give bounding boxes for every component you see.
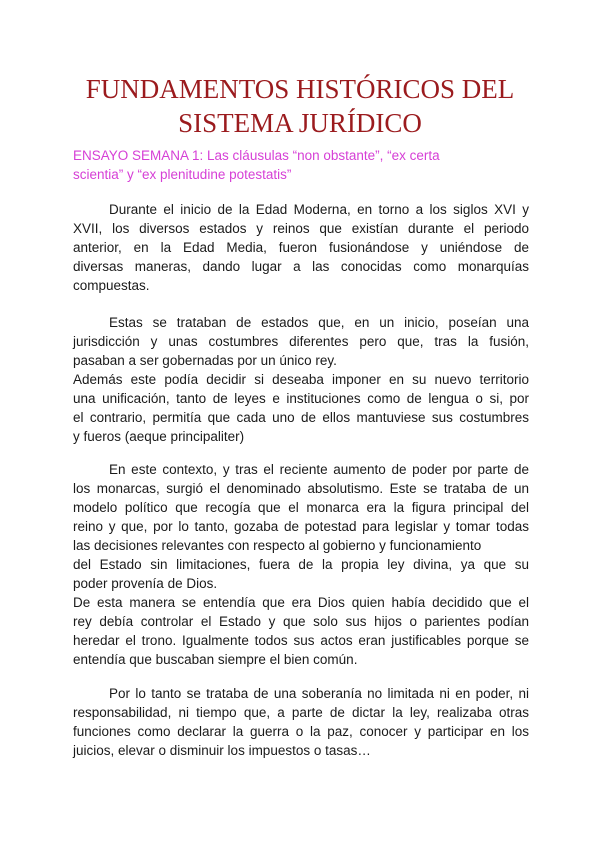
paragraph-line: pasaban a ser gobernadas por un único rey. [73, 353, 337, 368]
paragraph-line: el contrario, permitía que cada uno de ellos mantuviese sus costumbres [73, 410, 529, 425]
paragraph-line: Durante el inicio de la Edad Moderna, en torno a los siglos XVI y [109, 202, 529, 217]
paragraph-line: del Estado sin limitaciones, fuera de la propia ley divina, ya que su [73, 557, 529, 572]
essay-subtitle [73, 146, 543, 184]
paragraph-line: Estas se trataban de estados que, en un inicio, poseían una [109, 315, 529, 330]
document-title-line-1: FUNDAMENTOS HISTÓRICOS DEL [85, 74, 515, 104]
paragraph-line: De esta manera se entendía que era Dios quien había decidido que el [73, 595, 529, 610]
paragraph-line: modelo político que recogía que el monarca era la figura principal del [73, 500, 529, 515]
paragraph-line: reino y que, por lo tanto, gozaba de potestad para legislar y tomar todas [73, 519, 529, 534]
paragraph-line: XVII, los diversos estados y reinos que existían durante el periodo [73, 221, 529, 236]
essay-subtitle-line-2: scientia” y “ex plenitudine potestatis” [73, 167, 292, 182]
paragraph-7 [73, 684, 529, 760]
paragraph-line: Por lo tanto se trataba de una soberanía no limitada ni en poder, ni [109, 686, 529, 701]
paragraph-line: En este contexto, y tras el reciente aumento de poder por parte de [109, 462, 529, 477]
paragraph-3 [73, 370, 529, 446]
paragraph-1 [73, 200, 529, 295]
paragraph-line: juicios, elevar o disminuir los impuestos o tasas… [73, 743, 371, 758]
paragraph-line: funciones como declarar la guerra o la paz, conocer y participar en los [73, 724, 529, 739]
paragraph-2 [73, 313, 529, 370]
document-title-line-2: SISTEMA JURÍDICO [178, 108, 422, 138]
paragraph-line: y fueros (aeque principaliter) [73, 429, 245, 444]
paragraph-line: entendía que buscaban siempre el bien común. [73, 652, 358, 667]
paragraph-line: rey debía controlar el Estado y que solo sus hijos o parientes podían [73, 614, 529, 629]
paragraph-line: Además este podía decidir si deseaba imponer en su nuevo territorio [73, 372, 529, 387]
paragraph-line: los monarcas, surgió el denominado absolutismo. Este se trataba de un [73, 481, 529, 496]
paragraph-6 [73, 593, 529, 669]
paragraph-line: poder provenía de Dios. [73, 576, 218, 591]
paragraph-line: las decisiones relevantes con respecto al gobierno y funcionamiento [73, 538, 482, 553]
paragraph-line: jurisdicción y unas costumbres diferentes pero que, tras la fusión, [73, 334, 529, 349]
paragraph-line: heredar el trono. Igualmente todos sus actos eran justificables porque se [73, 633, 529, 648]
paragraph-line: responsabilidad, ni tiempo que, a parte de dictar la ley, realizaba otras [73, 705, 529, 720]
paragraph-line: anterior, en la Edad Media, fueron fusionándose y uniéndose de [73, 240, 529, 255]
paragraph-5 [73, 555, 529, 593]
paragraph-line: diversas maneras, dando lugar a las conocidas como monarquías [73, 259, 529, 274]
essay-subtitle-line-1: ENSAYO SEMANA 1: Las cláusulas “non obstante”, “ex certa [73, 148, 440, 163]
paragraph-line: una unificación, tanto de leyes e instituciones como de lengua o si, por [73, 391, 529, 406]
paragraph-line: compuestas. [73, 278, 150, 293]
paragraph-4 [73, 460, 529, 555]
